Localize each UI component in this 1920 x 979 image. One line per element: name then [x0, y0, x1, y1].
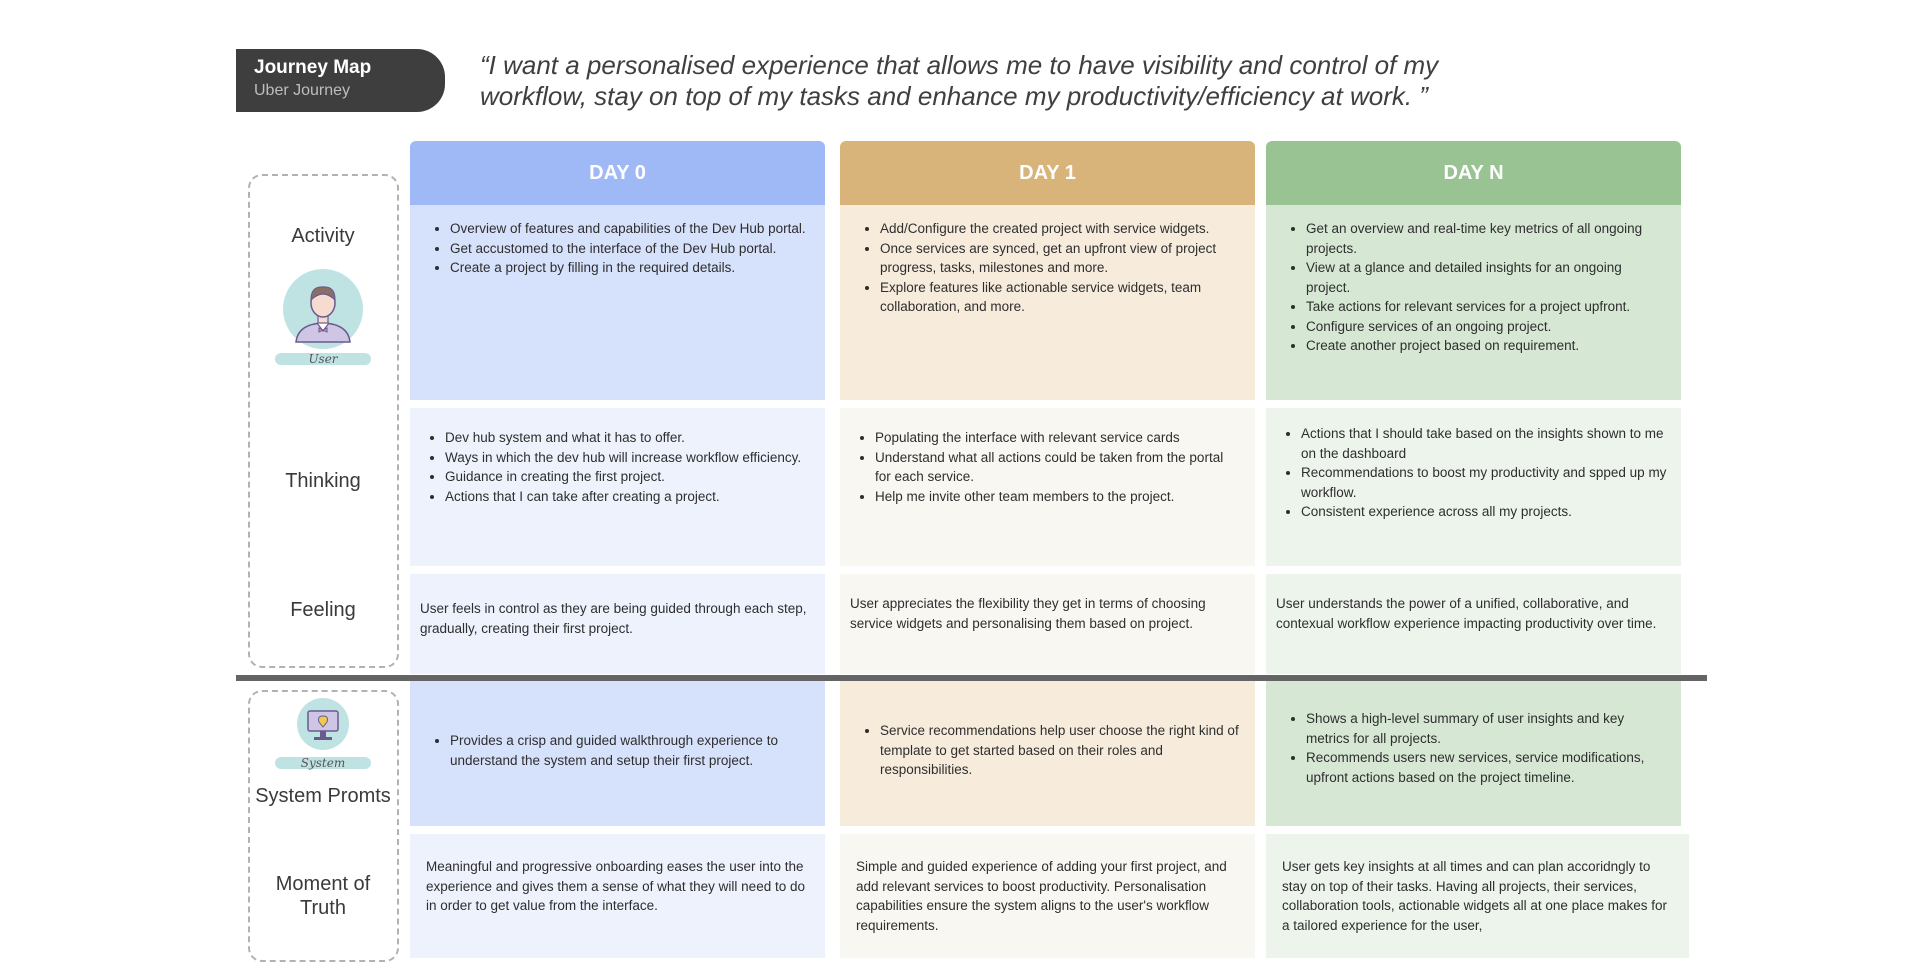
- list-item: • Actions that I should take based on the insights shown to me on the dashboard: [1301, 424, 1667, 463]
- row-label-moment-of-truth: Moment of Truth: [275, 873, 371, 919]
- list-item: • Dev hub system and what it has to offer.: [445, 428, 811, 448]
- cell-moment-of-truth-col-1: [840, 834, 1255, 958]
- list-item: • Populating the interface with relevant service cards: [875, 428, 1241, 448]
- cell-system-prompts-col-2: [1266, 681, 1681, 826]
- system-prompts-list: [428, 731, 811, 770]
- list-item: • Understand what all actions could be taken from the portal for each service.: [875, 448, 1241, 487]
- cell-moment-of-truth-col-0: [410, 834, 825, 958]
- row-label-feeling: Feeling: [290, 599, 356, 621]
- cell-system-prompts-col-0: [410, 681, 825, 826]
- cell-thinking-col-1: [840, 408, 1255, 566]
- list-item: • Provides a crisp and guided walkthrough experience to understand the system and setup their first project.: [450, 731, 811, 770]
- column-header-2: DAY N: [1266, 141, 1681, 205]
- feeling-text: User understands the power of a unified, collaborative, and contexual workflow experience impacting productivity over time.: [1276, 596, 1657, 631]
- user-quote: [480, 50, 1580, 112]
- feeling-text: User appreciates the flexibility they get in terms of choosing service widgets and personalising them based on project.: [850, 596, 1206, 631]
- thinking-list: [853, 428, 1241, 506]
- list-item: • Help me invite other team members to the project.: [875, 487, 1241, 507]
- moment-of-truth-text: Simple and guided experience of adding your first project, and add relevant services to boost productivity. Personalisation capabilities ensure the system aligns to the user's workflow requirements.: [856, 859, 1227, 933]
- activity-list: [428, 219, 811, 278]
- moment-of-truth-text: Meaningful and progressive onboarding eases the user into the experience and gives them a sense of what they will need to do in order to get value from the interface.: [426, 859, 805, 913]
- list-item: • Guidance in creating the first project.: [445, 467, 811, 487]
- thinking-list: [1279, 424, 1667, 522]
- list-item: • Add/Configure the created project with service widgets.: [880, 219, 1241, 239]
- system-monitor-icon: [296, 697, 350, 751]
- list-item: • Consistent experience across all my projects.: [1301, 502, 1667, 522]
- activity-list: [858, 219, 1241, 317]
- cell-system-prompts-col-1: [840, 681, 1255, 826]
- row-label-thinking: Thinking: [285, 470, 361, 492]
- cell-feeling-col-1: [840, 574, 1255, 674]
- list-item: • Service recommendations help user choose the right kind of template to get started based on their roles and responsibilities.: [880, 721, 1241, 780]
- cell-feeling-col-2: [1266, 574, 1681, 674]
- cell-thinking-col-2: [1266, 408, 1681, 566]
- list-item: • Explore features like actionable service widgets, team collaboration, and more.: [880, 278, 1241, 317]
- cell-activity-col-2: [1266, 205, 1681, 400]
- quote-line-2: workflow, stay on top of my tasks and enhance my productivity/efficiency at work. ”: [480, 81, 1428, 111]
- row-label-system-prompts: System Promts: [255, 785, 391, 807]
- feeling-text: User feels in control as they are being guided through each step, gradually, creating their first project.: [420, 601, 807, 636]
- cell-activity-col-1: [840, 205, 1255, 400]
- list-item: • View at a glance and detailed insights for an ongoing project.: [1306, 258, 1667, 297]
- thinking-list: [423, 428, 811, 506]
- list-item: • Configure services of an ongoing project.: [1306, 317, 1667, 337]
- title-main: Journey Map: [254, 57, 372, 78]
- column-header-0: DAY 0: [410, 141, 825, 205]
- list-item: • Shows a high-level summary of user insights and key metrics for all projects.: [1306, 709, 1667, 748]
- cell-feeling-col-0: [410, 574, 825, 674]
- system-prompts-list: [858, 721, 1241, 780]
- list-item: • Create another project based on requirement.: [1306, 336, 1667, 356]
- list-item: • Recommendations to boost my productivity and spped up my workflow.: [1301, 463, 1667, 502]
- title-sub: Uber Journey: [254, 82, 351, 99]
- list-item: • Get accustomed to the interface of the Dev Hub portal.: [450, 239, 811, 259]
- list-item: • Overview of features and capabilities of the Dev Hub portal.: [450, 219, 811, 239]
- moment-of-truth-text: User gets key insights at all times and can plan accoridngly to stay on top of their tasks. Having all projects, their services, collaboration tools, actionable widgets all at one place makes for a tailored experience for the user,: [1282, 859, 1667, 933]
- cell-activity-col-0: [410, 205, 825, 400]
- journey-map-title-badge: [236, 49, 445, 112]
- list-item: • Take actions for relevant services for a project upfront.: [1306, 297, 1667, 317]
- column-header-1: DAY 1: [840, 141, 1255, 205]
- activity-list: [1284, 219, 1667, 356]
- list-item: • Get an overview and real-time key metrics of all ongoing projects.: [1306, 219, 1667, 258]
- section-divider: [236, 675, 1707, 681]
- list-item: • Once services are synced, get an upfront view of project progress, tasks, milestones and more.: [880, 239, 1241, 278]
- list-item: • Recommends users new services, service modifications, upfront actions based on the project timeline.: [1306, 748, 1667, 787]
- list-item: • Create a project by filling in the required details.: [450, 258, 811, 278]
- list-item: • Ways in which the dev hub will increase workflow efficiency.: [445, 448, 811, 468]
- user-avatar-icon: [282, 268, 364, 350]
- cell-thinking-col-0: [410, 408, 825, 566]
- cell-moment-of-truth-col-2: [1266, 834, 1689, 958]
- system-prompts-list: [1284, 709, 1667, 787]
- quote-line-1: “I want a personalised experience that allows me to have visibility and control of my: [480, 50, 1439, 80]
- user-caption: User: [275, 353, 371, 365]
- list-item: • Actions that I can take after creating a project.: [445, 487, 811, 507]
- row-label-activity: Activity: [291, 225, 355, 247]
- system-caption: System: [275, 757, 371, 769]
- user-lane-box: [248, 174, 399, 668]
